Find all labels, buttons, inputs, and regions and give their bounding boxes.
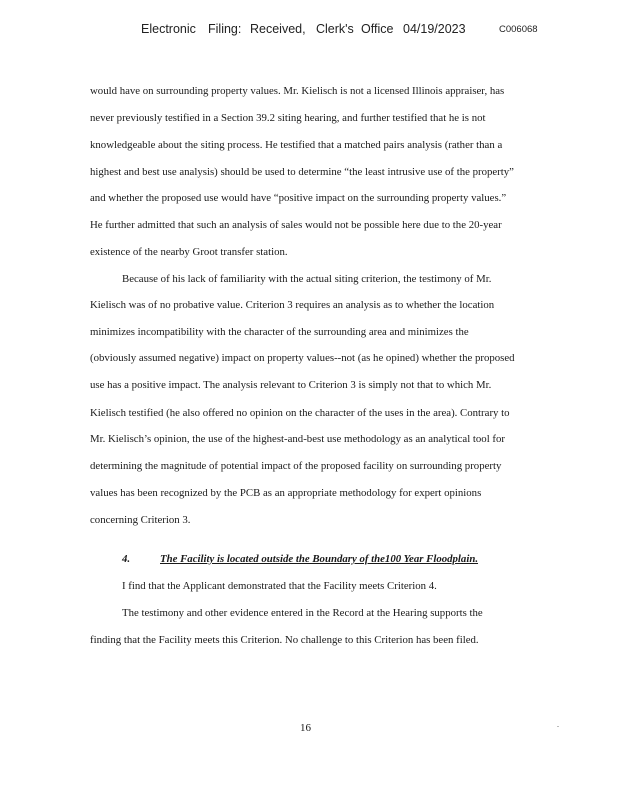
header-electronic: Electronic — [141, 22, 196, 36]
section-title: The Facility is located outside the Boundary of the100 Year Floodplain. — [160, 553, 479, 565]
text-line: knowledgeable about the siting process. He testified that a matched pairs analysis (rather than a — [90, 139, 503, 151]
header-document-code: C006068 — [499, 24, 538, 35]
text-line: Kielisch testified (he also offered no opinion on the character of the uses in the area). Contrary to — [90, 407, 510, 419]
page-number: 16 — [300, 722, 311, 734]
header-received: Received, — [250, 22, 306, 36]
text-line: The testimony and other evidence entered in the Record at the Hearing supports the — [122, 607, 483, 619]
text-line: existence of the nearby Groot transfer station. — [90, 246, 288, 258]
text-line: and whether the proposed use would have “positive impact on the surrounding property values.” — [90, 192, 507, 204]
text-line: (obviously assumed negative) impact on property values--not (as he opined) whether the proposed — [90, 352, 515, 364]
header-date: 04/19/2023 — [403, 22, 466, 36]
text-line: finding that the Facility meets this Criterion. No challenge to this Criterion has been filed. — [90, 634, 479, 646]
text-line: concerning Criterion 3. — [90, 514, 191, 526]
text-line: values has been recognized by the PCB as an appropriate methodology for expert opinions — [90, 487, 482, 499]
text-line: Because of his lack of familiarity with the actual siting criterion, the testimony of Mr. — [122, 273, 492, 285]
section-heading — [122, 552, 478, 566]
text-line: would have on surrounding property values. Mr. Kielisch is not a licensed Illinois appraiser, has — [90, 85, 505, 97]
text-line: never previously testified in a Section 39.2 siting hearing, and further testified that he is not — [90, 112, 486, 124]
text-line: highest and best use analysis) should be used to determine “the least intrusive use of the property” — [90, 166, 514, 178]
text-line: determining the magnitude of potential impact of the proposed facility on surrounding property — [90, 460, 502, 472]
text-line: use has a positive impact. The analysis relevant to Criterion 3 is simply not that to which Mr. — [90, 379, 492, 391]
text-line: He further admitted that such an analysis of sales would not be possible here due to the 20-year — [90, 219, 502, 231]
section-number: 4. — [122, 553, 131, 565]
header-filing: Filing: — [208, 22, 242, 36]
scan-speck — [557, 726, 559, 727]
text-line: Kielisch was of no probative value. Criterion 3 requires an analysis as to whether the location — [90, 299, 495, 311]
filing-header — [0, 22, 618, 38]
text-line: Mr. Kielisch’s opinion, the use of the highest-and-best use methodology as an analytical tool for — [90, 433, 505, 445]
text-line: I find that the Applicant demonstrated that the Facility meets Criterion 4. — [122, 580, 437, 592]
header-clerks: Clerk's — [316, 22, 354, 36]
header-office: Office — [361, 22, 394, 36]
text-line: minimizes incompatibility with the character of the surrounding area and minimizes the — [90, 326, 469, 338]
